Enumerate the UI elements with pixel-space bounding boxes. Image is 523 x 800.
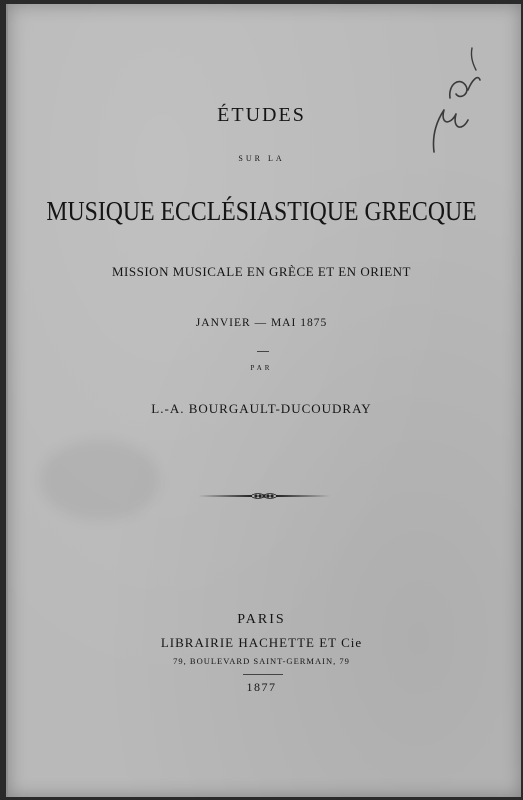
date-range: JANVIER — MAI 1875 [195, 317, 328, 329]
par-text: PAR [250, 364, 273, 372]
ornament-divider [198, 489, 330, 503]
heading-etudes: ÉTUDES [217, 104, 306, 126]
paper-stain [40, 440, 160, 520]
publisher-name: LIBRAIRIE HACHETTE ET Cie [160, 635, 363, 650]
handwritten-note-mark [420, 40, 490, 160]
publisher-city: PARIS [237, 612, 286, 627]
divider-bottom [243, 674, 283, 675]
author-name: L.-A. BOURGAULT-DUCOUDRAY [151, 401, 372, 416]
publication-year: 1877 [246, 680, 277, 694]
main-title: MUSIQUE ECCLÉSIASTIQUE GRECQUE [46, 196, 477, 226]
divider-short [257, 351, 269, 352]
publisher-address: 79, BOULEVARD SAINT-GERMAIN, 79 [173, 656, 350, 666]
sur-la-text: SUR LA [238, 154, 285, 163]
subtitle-mission: MISSION MUSICALE EN GRÈCE ET EN ORIENT [112, 264, 411, 279]
